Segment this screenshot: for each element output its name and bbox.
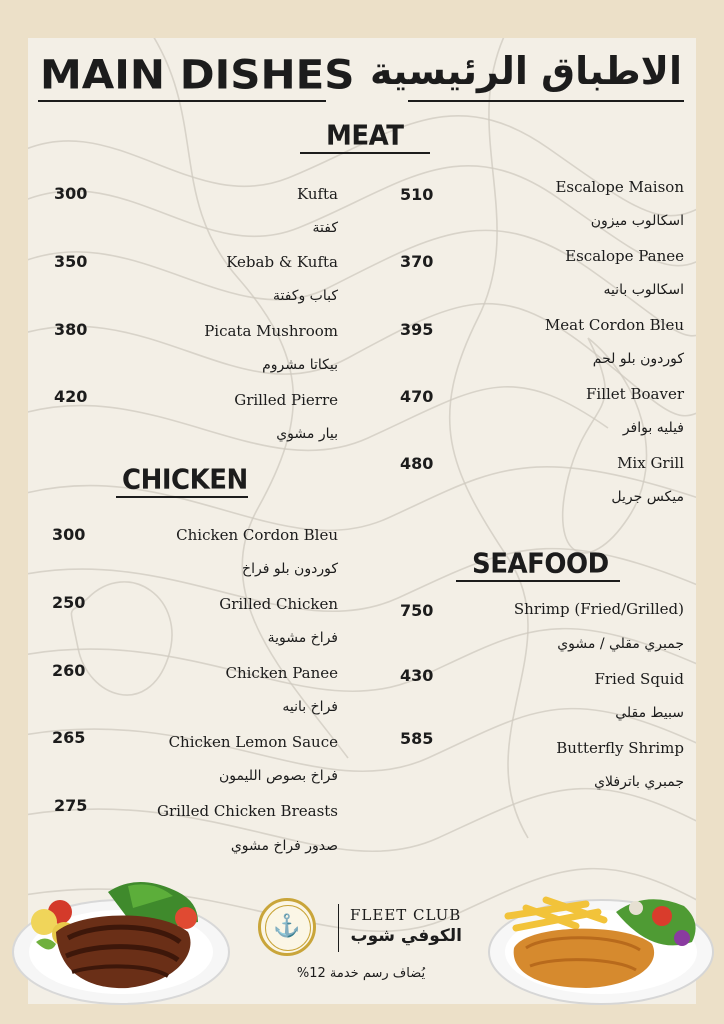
price-kufta: 300 <box>54 184 88 203</box>
price-fried-squid: 430 <box>400 666 434 685</box>
item-picata-mushroom: Picata Mushroom <box>204 322 338 340</box>
price-escalope-maison: 510 <box>400 185 434 204</box>
price-chicken-cordon-bleu: 300 <box>52 525 86 544</box>
item-picata-mushroom-ar: بيكاتا مشروم <box>262 357 338 373</box>
club-name-en: FLEET CLUB <box>350 906 462 924</box>
price-chicken-lemon-sauce: 265 <box>52 728 86 747</box>
item-shrimp-ar: جمبري مقلي / مشوي <box>557 636 684 652</box>
item-grilled-pierre-ar: بيار مشوي <box>276 426 338 442</box>
item-chicken-cordon-bleu-ar: كوردون بلو فراخ <box>242 561 338 577</box>
price-grilled-chicken: 250 <box>52 593 86 612</box>
item-escalope-maison: Escalope Maison <box>555 178 684 196</box>
price-escalope-panee: 370 <box>400 252 434 271</box>
price-grilled-pierre: 420 <box>54 387 88 406</box>
chicken-underline <box>116 496 248 498</box>
item-butterfly-shrimp-ar: جمبري باترفلاي <box>594 774 684 790</box>
title-underline-left <box>38 100 326 102</box>
price-fillet-boaver: 470 <box>400 387 434 406</box>
title-underline-right <box>408 100 684 102</box>
item-escalope-maison-ar: اسكالوب ميزون <box>590 213 684 229</box>
item-fried-squid: Fried Squid <box>594 670 684 688</box>
price-shrimp: 750 <box>400 601 434 620</box>
price-grilled-chicken-breasts: 275 <box>54 796 88 815</box>
item-grilled-chicken-ar: فراخ مشوية <box>267 630 338 646</box>
item-kufta: Kufta <box>296 185 338 203</box>
item-escalope-panee: Escalope Panee <box>565 247 684 265</box>
item-mix-grill: Mix Grill <box>617 454 684 472</box>
item-chicken-panee-ar: فراخ بانيه <box>282 699 338 715</box>
schnitzel-plate-image <box>486 886 716 1010</box>
page-title-en: MAIN DISHES <box>40 51 355 98</box>
item-meat-cordon-bleu: Meat Cordon Bleu <box>544 316 684 334</box>
item-grilled-chicken-breasts: Grilled Chicken Breasts <box>157 802 338 820</box>
item-chicken-lemon-sauce-ar: فراخ بصوص الليمون <box>218 768 338 784</box>
ribs-plate-image <box>8 872 234 1012</box>
item-chicken-panee: Chicken Panee <box>225 664 338 682</box>
price-butterfly-shrimp: 585 <box>400 729 434 748</box>
item-grilled-chicken-breasts-ar: صدور فراخ مشوي <box>230 838 338 854</box>
item-kebab-kufta-ar: كباب وكفتة <box>272 288 338 304</box>
item-grilled-chicken: Grilled Chicken <box>219 595 338 613</box>
price-mix-grill: 480 <box>400 454 434 473</box>
item-meat-cordon-bleu-ar: كوردون بلو لحم <box>592 351 684 367</box>
section-title-meat: MEAT <box>326 120 404 152</box>
item-fillet-boaver-ar: فيليه بوافر <box>622 420 684 436</box>
seafood-underline <box>456 580 620 582</box>
item-grilled-pierre: Grilled Pierre <box>234 391 338 409</box>
anchor-icon: ⚓ <box>273 914 301 939</box>
logo-ring <box>265 905 311 951</box>
item-mix-grill-ar: ميكس جريل <box>611 489 684 505</box>
price-chicken-panee: 260 <box>52 661 86 680</box>
footer-divider <box>338 904 339 952</box>
price-meat-cordon-bleu: 395 <box>400 320 434 339</box>
item-kebab-kufta: Kebab & Kufta <box>226 253 338 271</box>
section-title-seafood: SEAFOOD <box>472 548 609 580</box>
page-title-ar: الاطباق الرئيسية <box>369 49 682 93</box>
club-name-ar: الكوفي شوب <box>350 926 462 946</box>
item-chicken-cordon-bleu: Chicken Cordon Bleu <box>176 526 338 544</box>
fleet-club-logo <box>258 898 316 956</box>
section-title-chicken: CHICKEN <box>122 464 248 496</box>
menu-sheet <box>28 38 696 1004</box>
item-fried-squid-ar: سبيط مقلي <box>615 705 684 721</box>
price-kebab-kufta: 350 <box>54 252 88 271</box>
item-kufta-ar: كفتة <box>312 220 338 236</box>
item-butterfly-shrimp: Butterfly Shrimp <box>556 739 684 757</box>
item-chicken-lemon-sauce: Chicken Lemon Sauce <box>168 733 338 751</box>
service-charge-note: يُضاف رسم خدمة 12% <box>296 966 426 981</box>
item-shrimp: Shrimp (Fried/Grilled) <box>513 600 684 618</box>
meat-underline <box>300 152 430 154</box>
item-escalope-panee-ar: اسكالوب بانيه <box>603 282 684 298</box>
price-picata-mushroom: 380 <box>54 320 88 339</box>
item-fillet-boaver: Fillet Boaver <box>586 385 684 403</box>
